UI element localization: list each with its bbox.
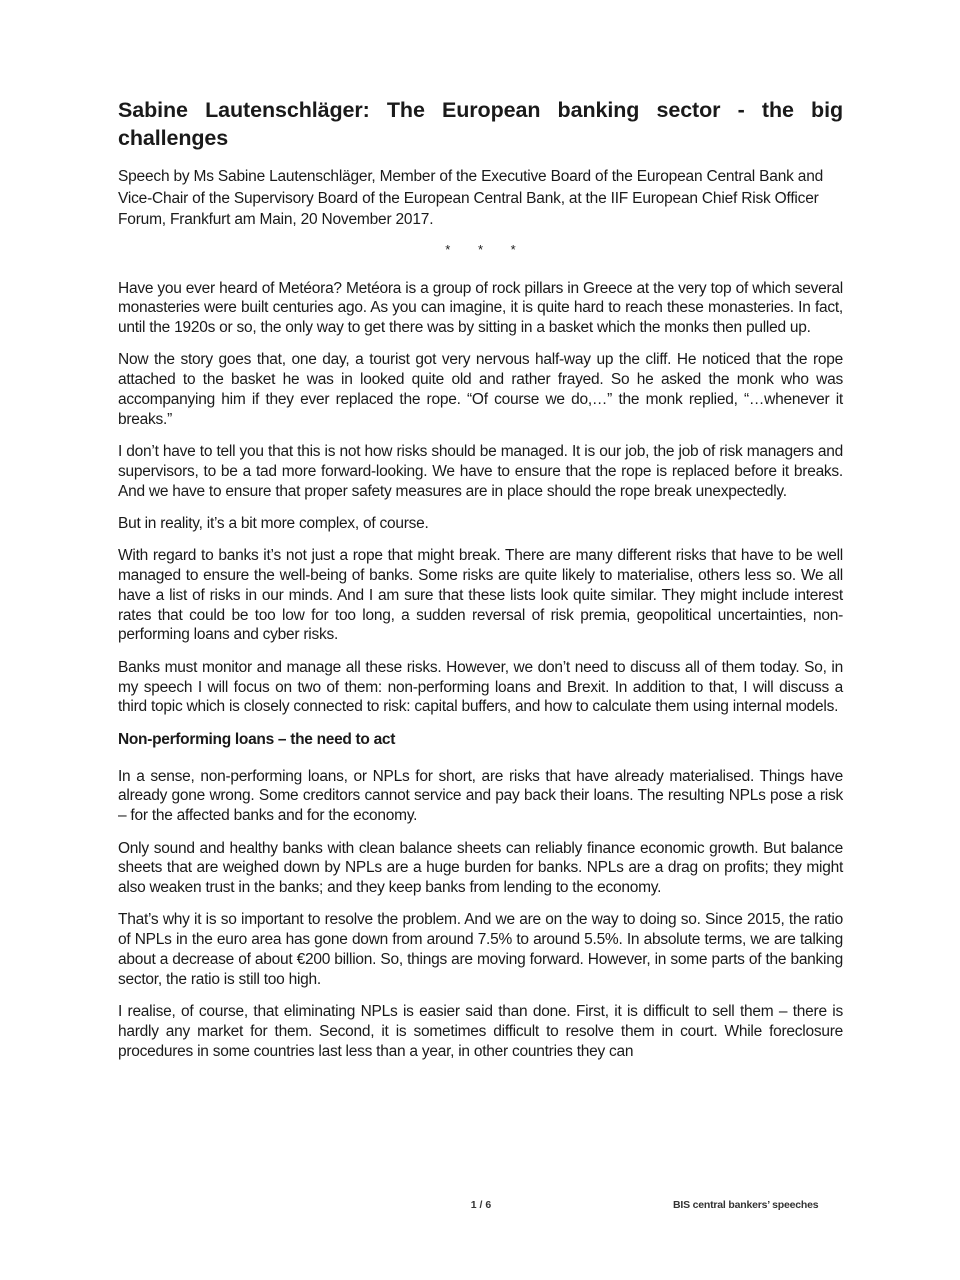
section-paragraph-1: In a sense, non-performing loans, or NPLs for short, are risks that have already materialised. Things have already gone wrong. Some creditors cannot service and pay back their loans. The resulting NPLs pose a risk – for the affected banks and for the economy. xyxy=(118,767,843,825)
page-number: 1 / 6 xyxy=(470,1199,492,1211)
footer-source: BIS central bankers’ speeches xyxy=(673,1199,819,1211)
section-paragraph-4: I realise, of course, that eliminating NPLs is easier said than done. First, it is difficult to sell them – there is hardly any market for them. Second, it is sometimes difficult to resolve them in court. While foreclosure procedures in some countries last less than a year, in other countries they can xyxy=(118,1003,843,1060)
paragraph-4: But in reality, it’s a bit more complex, of course. xyxy=(118,514,429,532)
section-paragraph-3: That’s why it is so important to resolve the problem. And we are on the way to doing so. Since 2015, the ratio of NPLs in the euro area has gone down from around 7.5% to around 5.5%. In absolute terms, we are talking about a decrease of about €200 billion. So, things are moving forward. However, in some parts of the banking sector, the ratio is still too high. xyxy=(118,911,843,988)
paragraph-5: With regard to banks it’s not just a rope that might break. There are many different risks that have to be well managed to ensure the well-being of banks. Some risks are quite likely to materialise, others less so. We all have a list of risks in our minds. And I am sure that these lists look quite similar. They might include interest rates that could be too low for too long, a sudden reversal of risk premia, geopolitical uncertainties, non-performing loans and cyber risks. xyxy=(118,547,843,644)
section-heading: Non-performing loans – the need to act xyxy=(118,730,396,748)
paragraph-3: I don’t have to tell you that this is not how risks should be managed. It is our job, the job of risk managers and supervisors, to be a tad more forward-looking. We have to ensure that the rope is replaced before it breaks. And we have to ensure that proper safety measures are in place should the rope break unexpectedly. xyxy=(118,443,843,500)
paragraph-2: Now the story goes that, one day, a tourist got very nervous half-way up the cliff. He noticed that the rope attached to the basket he was in looked quite old and rather frayed. So he asked the monk who was accompanying him if they ever replaced the rope. “Of course we do,…” the monk replied, “…whenever it breaks.” xyxy=(118,351,843,428)
speech-subtitle: Speech by Ms Sabine Lautenschläger, Member of the Executive Board of the European Central Bank and Vice-Chair of the Supervisory Board of the European Central Bank, at the IIF European Chief Risk Officer Forum, Frankfurt am Main, 20 November 2017. xyxy=(118,168,824,228)
section-paragraph-2: Only sound and healthy banks with clean balance sheets can reliably finance economic growth. But balance sheets that are weighed down by NPLs are a huge burden for banks. NPLs are a drag on profits; they might also weaken trust in the banks; and they keep banks from lending to the economy. xyxy=(118,839,843,897)
paragraph-6: Banks must monitor and manage all these risks. However, we don’t need to discuss all of them today. So, in my speech I will focus on two of them: non-performing loans and Brexit. In addition to that, I will discuss a third topic which is closely connected to risk: capital buffers, and how to calculate them using internal models. xyxy=(118,658,843,716)
paragraph-1: Have you ever heard of Metéora? Metéora is a group of rock pillars in Greece at the very top of which several monasteries were built centuries ago. As you can imagine, it is quite hard to reach these monasteries. In fact, until the 1920s or so, the only way to get there was by sitting in a basket which the monks then pulled up. xyxy=(118,279,843,337)
page-title: Sabine Lautenschläger: The European banking sector - the big challenges xyxy=(118,98,843,150)
separator: * * * xyxy=(445,241,528,257)
document-body xyxy=(118,96,843,1074)
